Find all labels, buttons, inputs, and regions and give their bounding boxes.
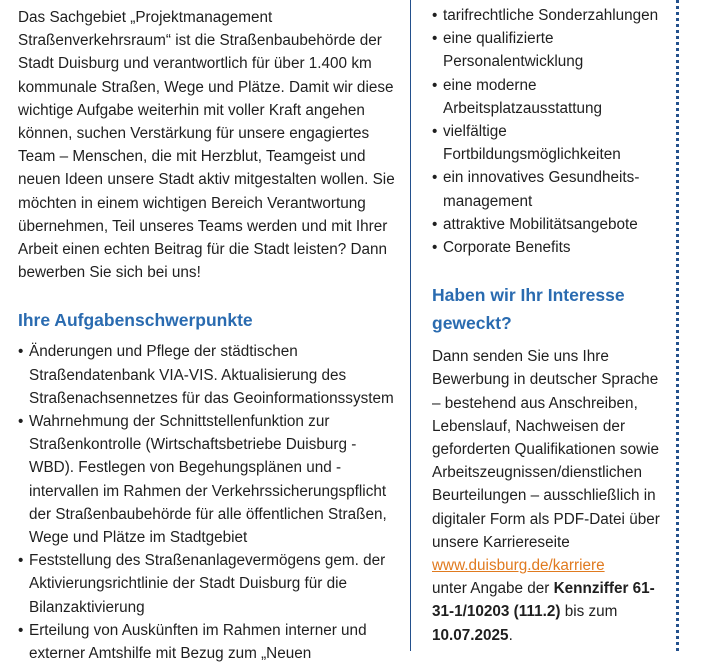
task-item: • Änderungen und Pflege der städtischen Straßendatenbank VIA-VIS. Aktualisierung des Straßenachsennetzes für das Geoinformationssystem [18, 340, 398, 410]
main-column [18, 6, 398, 665]
benefits-list [432, 4, 664, 259]
deadline-date: 10.07.2025 [432, 626, 509, 644]
column-divider [410, 0, 411, 651]
benefit-item: • vielfältige Fortbildungsmöglichkeiten [432, 120, 664, 166]
apply-paragraph [432, 345, 664, 647]
benefit-item: • attraktive Mobilitätsangebote [432, 213, 664, 236]
task-item: • Feststellung des Straßenanlagevermögens gem. der Aktivierungsrichtlinie der Stadt Duisburg für die Bilanzaktivierung [18, 549, 398, 619]
apply-text: Dann senden Sie uns Ihre Bewerbung in deutscher Sprache – bestehend aus Anschreiben, Lebenslauf, Nachweisen der geforderten Qualifikationen sowie Arbeitszeugnissen/dienstlichen Beurteilungen – ausschließlich in digitaler Form als PDF-Datei über unsere Karriereseite [432, 348, 660, 551]
deadline-prefix: bis zum [564, 603, 618, 621]
dotted-border [676, 0, 679, 651]
benefit-item: • Corporate Benefits [432, 236, 664, 259]
task-item: • Erteilung von Auskünften im Rahmen interner und externer Amtshilfe mit Bezug zum „Neuen [18, 619, 398, 665]
benefit-item: • eine qualifizierte Personalentwicklung [432, 27, 664, 73]
tasks-heading: Ihre Aufgabenschwerpunkte [18, 310, 253, 331]
tasks-list [18, 340, 398, 665]
sidebar-column [432, 4, 664, 647]
reference-number: Kennziffer 61-31-1/10203 (111.2) [432, 580, 655, 621]
reference-prefix: unter Angabe der [432, 580, 550, 598]
career-link[interactable]: www.duisburg.de/karriere [432, 557, 605, 575]
benefit-item: • tarifrechtliche Sonderzahlungen [432, 4, 664, 27]
intro-paragraph: Das Sachgebiet „Projektmanagement Straßenverkehrsraum“ ist die Straßenbaubehörde der Stadt Duisburg und verantwortlich für über 1.400 km kommunale Straßen, Wege und Plätze. Damit wir diese wichtige Aufgabe weiterhin mit voller Kraft angehen können, suchen Verstärkung für unsere engagiertes Team – Menschen, die mit Herzblut, Teamgeist und neuen Ideen unsere Stadt aktiv mitgestalten wollen. Sie möchten in einem wichtigen Bereich Verantwortung übernehmen, Teil unseres Teams werden und mit Ihrer Arbeit einen echten Beitrag für die Stadt leisten? Dann bewerben Sie sich bei uns! [18, 9, 395, 282]
benefit-item: • ein innovatives Gesundheits-management [432, 166, 664, 212]
task-item: • Wahrnehmung der Schnittstellenfunktion zur Straßenkontrolle (Wirtschaftsbetriebe Duisburg - WBD). Festlegen von Begehungsplänen und -intervallen im Rahmen der Verkehrssicherungspflicht der Straßenbaubehörde für alle öffentlichen Straßen, Wege und Plätze im Stadtgebiet [18, 410, 398, 549]
apply-heading: Haben wir Ihr Interesse geweckt? [432, 285, 625, 333]
benefit-item: • eine moderne Arbeitsplatzausstattung [432, 74, 664, 120]
sentence-end: . [508, 626, 513, 644]
